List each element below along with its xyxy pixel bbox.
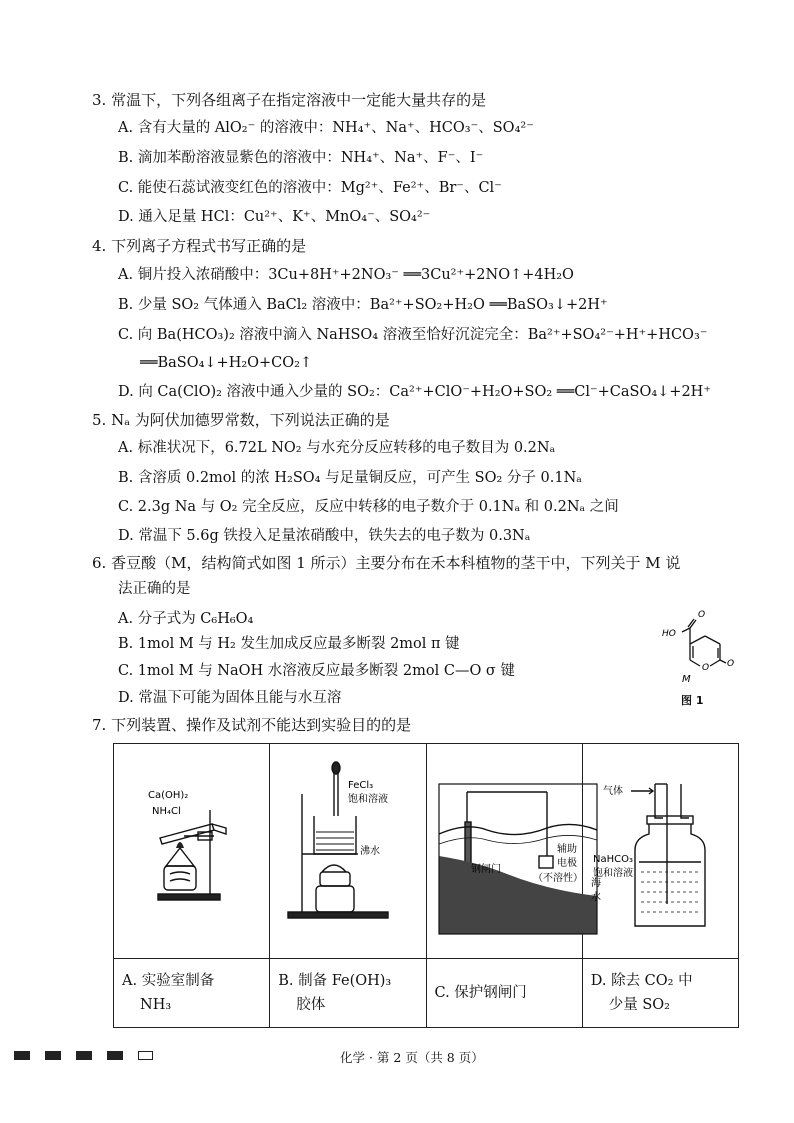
q6-stem-line2: 法正确的是 [118, 581, 191, 597]
figure-o-carbonyl: O [727, 659, 735, 669]
figure-ho-label: HO [662, 629, 676, 639]
figure-1-caption: 图 1 [681, 694, 704, 707]
panel-d-reagent2: 饱和溶液 [592, 868, 633, 879]
panel-c-sea1: 海 [590, 878, 601, 889]
q3-option-a: A. 含有大量的 AlO₂⁻ 的溶液中：NH₄⁺、Na⁺、HCO₃⁻、SO₄²⁻ [118, 120, 534, 136]
q3-option-c: C. 能使石蕊试液变红色的溶液中：Mg²⁺、Fe²⁺、Br⁻、Cl⁻ [118, 180, 502, 196]
footer-marks [14, 1051, 153, 1060]
panel-c-aux1: 辅助 [556, 844, 577, 855]
q6-stem-line1: 6. 香豆酸（M，结构简式如图 1 所示）主要分布在禾本科植物的茎干中，下列关于 M 说 [92, 554, 681, 572]
panel-a-drawing [114, 744, 260, 954]
panel-d-reagent1: NaHCO₃ [592, 854, 633, 865]
caption-d-line2: 少量 SO₂ [608, 997, 670, 1013]
panel-d-figure [582, 744, 738, 959]
q4-option-c-line1: C. 向 Ba(HCO₃)₂ 溶液中滴入 NaHSO₄ 溶液至恰好沉淀完全：Ba²⁺+SO₄²⁻+H⁺+HCO₃⁻ [118, 327, 708, 343]
panel-b-reagent1: FeCl₃ [348, 780, 374, 791]
panel-c-aux3: （不溶性） [532, 873, 583, 884]
q3-option-b: B. 滴加苯酚溶液显紫色的溶液中：NH₄⁺、Na⁺、F⁻、I⁻ [118, 150, 484, 166]
q6-option-a: A. 分子式为 C₆H₆O₄ [118, 611, 254, 627]
ring-bond [690, 636, 705, 644]
panel-c-gate: 钢闸门 [470, 864, 501, 875]
caption-d [582, 959, 738, 1028]
page-footer: 化学 · 第 2 页（共 8 页） [340, 1050, 484, 1065]
ring-bond [705, 636, 720, 644]
ring-bond [710, 660, 720, 666]
figure-o-ring: O [702, 663, 710, 673]
panel-c-drawing [427, 744, 607, 954]
footer-mark [14, 1051, 30, 1060]
caption-a-line2: NH₃ [140, 997, 172, 1013]
ring-bond [690, 660, 700, 666]
q4-option-a: A. 铜片投入浓硝酸中：3Cu+8H⁺+2NO₃⁻ ══3Cu²⁺+2NO↑+4H₂O [118, 267, 574, 283]
panel-b-figure [270, 744, 426, 959]
figure-1-structure [652, 606, 742, 706]
panel-b-water: 沸水 [360, 846, 381, 857]
caption-b [270, 959, 426, 1028]
panel-a-reagent1: Ca(OH)₂ [148, 790, 189, 801]
caption-b-line2: 胶体 [296, 997, 326, 1013]
panel-c-sea2: 水 [590, 892, 601, 903]
figure-m-label: M [682, 674, 691, 685]
footer-mark [76, 1051, 92, 1060]
q4-stem: 4. 下列离子方程式书写正确的是 [92, 237, 307, 255]
q3-stem: 3. 常温下，下列各组离子在指定溶液中一定能大量共存的是 [92, 91, 487, 109]
q5-stem: 5. Nₐ 为阿伏加德罗常数，下列说法正确的是 [92, 411, 390, 429]
caption-c-text: C. 保护钢闸门 [434, 985, 527, 1001]
caption-b-line1: B. 制备 Fe(OH)₃ [278, 973, 392, 989]
footer-mark-hollow [138, 1051, 153, 1060]
panel-d-drawing [583, 744, 729, 954]
panel-a-reagent2: NH₄Cl [152, 806, 181, 817]
q7-apparatus-table [113, 743, 739, 1028]
panel-d-gas: 气体 [602, 786, 623, 797]
panel-b-drawing [270, 744, 416, 954]
q6-option-c: C. 1mol M 与 NaOH 水溶液反应最多断裂 2mol C—O σ 键 [118, 663, 515, 679]
panel-b-reagent2: 饱和溶液 [348, 794, 389, 805]
q7-stem: 7. 下列装置、操作及试剂不能达到实验目的的是 [92, 716, 412, 734]
footer-mark [107, 1051, 123, 1060]
figure-o-acid: O [698, 610, 706, 620]
q5-option-c: C. 2.3g Na 与 O₂ 完全反应，反应中转移的电子数介于 0.1Nₐ 和 0.2Nₐ 之间 [118, 499, 619, 515]
q5-option-a: A. 标准状况下，6.72L NO₂ 与水充分反应转移的电子数目为 0.2Nₐ [118, 440, 556, 456]
caption-a [114, 959, 270, 1028]
q3-option-d: D. 通入足量 HCl：Cu²⁺、K⁺、MnO₄⁻、SO₄²⁻ [118, 209, 431, 225]
q6-option-b: B. 1mol M 与 H₂ 发生加成反应最多断裂 2mol π 键 [118, 636, 460, 652]
caption-a-line1: A. 实验室制备 [122, 973, 215, 989]
footer-mark [45, 1051, 61, 1060]
q6-option-d: D. 常温下可能为固体且能与水互溶 [118, 690, 342, 706]
q4-option-b: B. 少量 SO₂ 气体通入 BaCl₂ 溶液中：Ba²⁺+SO₂+H₂O ══BaSO₃↓+2H⁺ [118, 297, 608, 313]
q5-option-d: D. 常温下 5.6g 铁投入足量浓硝酸中，铁失去的电子数为 0.3Nₐ [118, 528, 531, 544]
panel-c-figure [426, 744, 601, 959]
caption-c [426, 959, 582, 1028]
q4-option-c-line2: ══BaSO₄↓+H₂O+CO₂↑ [140, 355, 313, 371]
caption-d-line1: D. 除去 CO₂ 中 [590, 973, 693, 989]
q5-option-b: B. 含溶质 0.2mol 的浓 H₂SO₄ 与足量铜反应，可产生 SO₂ 分子 0.1Nₐ [118, 470, 582, 486]
q4-option-d: D. 向 Ca(ClO)₂ 溶液中通入少量的 SO₂：Ca²⁺+ClO⁻+H₂O+SO₂ ══Cl⁻+CaSO₄↓+2H⁺ [118, 384, 711, 400]
panel-c-aux2: 电极 [556, 858, 577, 869]
panel-a-figure [114, 744, 270, 959]
